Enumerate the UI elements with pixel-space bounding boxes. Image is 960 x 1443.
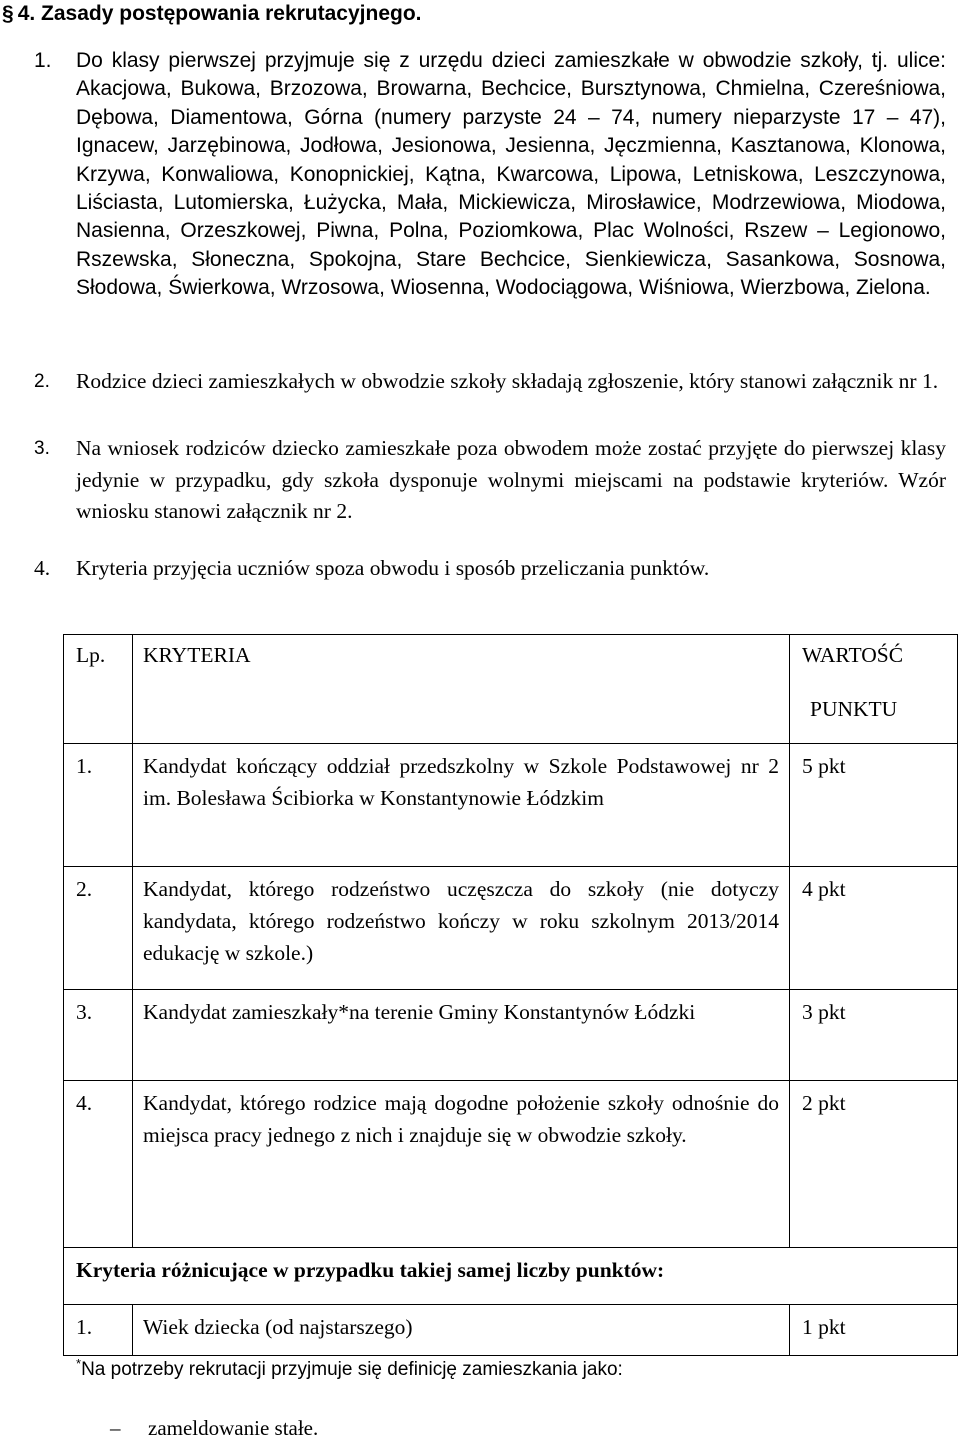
- section-heading-text: 4. Zasady postępowania rekrutacyjnego.: [17, 2, 422, 25]
- list-item-1: [34, 47, 946, 367]
- criteria-table: [63, 634, 958, 1356]
- list-item-text: Kryteria przyjęcia uczniów spoza obwodu i sposób przeliczania punktów.: [76, 556, 710, 580]
- row-lp: 4.: [64, 1081, 133, 1248]
- header-wartosc: [790, 635, 958, 744]
- list-item-text: Na wniosek rodziców dziecko zamieszkałe poza obwodem może zostać przyjęte do pierwszej klasy jedynie w przypadku, gdy szkoła dysponuje wolnymi miejscami na podstawie kryteriów. Wzór wniosku stanowi załącznik nr 2.: [76, 436, 946, 523]
- header-wartosc-line2: PUNKTU: [810, 697, 898, 721]
- row-lp: 1.: [64, 744, 133, 867]
- row-wartosc: 3 pkt: [790, 990, 958, 1081]
- table-row: [64, 744, 958, 867]
- row-kryteria-part-a: Kandydat zamieszkały: [143, 1000, 339, 1024]
- header-kryteria: KRYTERIA: [133, 635, 790, 744]
- section-symbol: §: [2, 2, 14, 25]
- dash-icon: –: [110, 1416, 121, 1440]
- list-item-number: 3.: [34, 438, 50, 459]
- row-lp: 2.: [64, 867, 133, 990]
- row-kryteria-part-b: na terenie Gminy Konstantynów Łódzki: [348, 1000, 696, 1024]
- table-row: [64, 990, 958, 1081]
- bullet-item: [110, 1413, 318, 1443]
- row-wartosc: 5 pkt: [790, 744, 958, 867]
- row-kryteria: [133, 990, 790, 1081]
- footnote-text: Na potrzeby rekrutacji przyjmuje się definicję zamieszkania jako:: [81, 1359, 623, 1380]
- row-kryteria: Kandydat, którego rodzice mają dogodne położenie szkoły odnośnie do miejsca pracy jednego z nich i znajduje się w obwodzie szkoły.: [133, 1081, 790, 1248]
- list-item-text: Do klasy pierwszej przyjmuje się z urzędu dzieci zamieszkałe w obwodzie szkoły, tj. ulice: Akacjowa, Bukowa, Brzozowa, Browarna, Bechcice, Bursztynowa, Chmielna, Czereśniowa, Dębowa, Diamentowa, Górna (numery parzyste 24 – 74, numery nieparzyste 17 – 47), Ignacew, Jarzębinowa, Jodłowa, Jesionowa, Jesienna, Jęczmienna, Kasztanowa, Klonowa, Krzywa, Konwaliowa, Konopnickiej, Kątna, Kwarcowa, Lipowa, Letniskowa, Leszczynowa, Liściasta, Lutomierska, Łużycka, Mała, Mickiewicza, Mirosławice, Modrzewiowa, Miodowa, Nasienna, Orzeszkowej, Piwna, Polna, Poziomkowa, Plac Wolności, Rszew – Legionowo, Rszewska, Słoneczna, Spokojna, Stare Bechcice, Sienkiewicza, Sasankowa, Sosnowa, Słodowa, Świerkowa, Wrzosowa, Wiosenna, Wodociągowa, Wiśniowa, Wierzbowa, Zielona.: [76, 49, 946, 300]
- list-item-number: 4.: [34, 556, 51, 580]
- row-wartosc: 1 pkt: [790, 1305, 958, 1356]
- footnote-mark: *: [76, 1356, 82, 1371]
- list-item-number: 2.: [34, 371, 50, 392]
- list-item-number: 1.: [34, 49, 52, 72]
- footnote: [76, 1356, 623, 1384]
- row-kryteria: Kandydat kończący oddział przedszkolny w Szkole Podstawowej nr 2 im. Bolesława Ścibiorka w Konstantynowie Łódzkim: [133, 744, 790, 867]
- table-row: [64, 1081, 958, 1248]
- table-row: [64, 1305, 958, 1356]
- section-heading: [2, 0, 422, 28]
- row-kryteria: Wiek dziecka (od najstarszego): [133, 1305, 790, 1356]
- list-item-text: Rodzice dzieci zamieszkałych w obwodzie szkoły składają zgłoszenie, który stanowi załącznik nr 1.: [76, 369, 939, 393]
- bullet-text: zameldowanie stałe.: [148, 1416, 319, 1440]
- table-subheading: Kryteria różnicujące w przypadku takiej samej liczby punktów:: [64, 1248, 958, 1305]
- row-kryteria: Kandydat, którego rodzeństwo uczęszcza do szkoły (nie dotyczy kandydata, którego rodzeństwo kończy w roku szkolnym 2013/2014 edukację w szkole.): [133, 867, 790, 990]
- row-lp: 1.: [64, 1305, 133, 1356]
- row-wartosc: 4 pkt: [790, 867, 958, 990]
- table-header-row: [64, 635, 958, 744]
- table-subheading-row: [64, 1248, 958, 1305]
- footnote-star-icon: *: [338, 1000, 349, 1024]
- header-lp: Lp.: [64, 635, 133, 744]
- table-row: [64, 867, 958, 990]
- row-lp: 3.: [64, 990, 133, 1081]
- header-wartosc-line1: WARTOŚĆ: [802, 643, 904, 667]
- row-wartosc: 2 pkt: [790, 1081, 958, 1248]
